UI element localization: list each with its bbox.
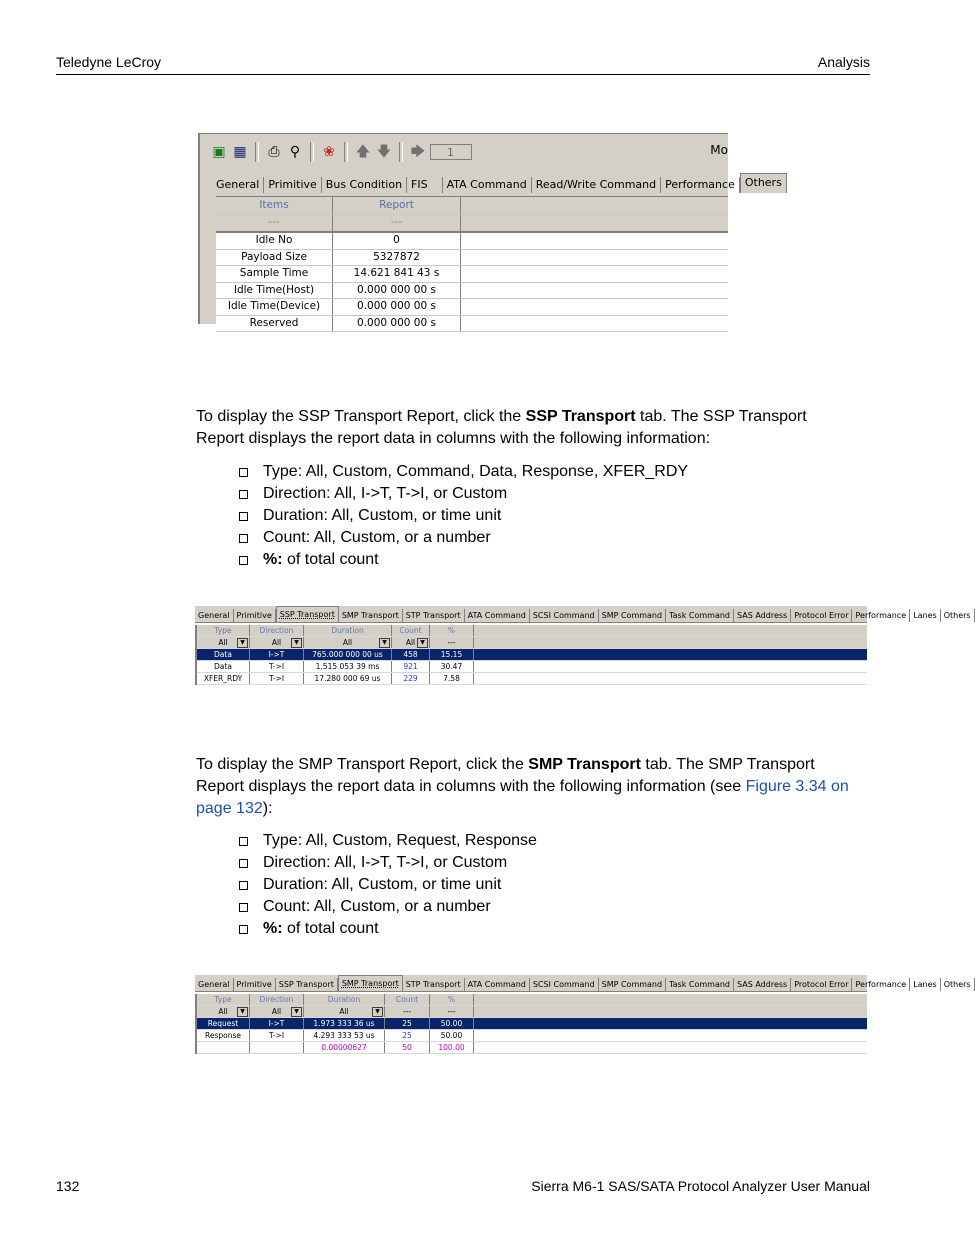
tab-smp-transport[interactable]: SMP Transport: [339, 609, 403, 622]
bullet-text: Duration: All, Custom, or time unit: [263, 876, 502, 893]
chevron-down-icon[interactable]: ▼: [237, 1007, 248, 1017]
cell-duration: 765.000 000 00 us: [304, 649, 392, 660]
column-header-percent[interactable]: %: [430, 625, 474, 636]
tab-primitive[interactable]: Primitive: [234, 609, 276, 622]
filter-value: All: [405, 638, 416, 647]
arrow-down-icon[interactable]: 🡇: [376, 144, 392, 160]
cell-direction: I->T: [250, 1018, 304, 1029]
arrow-up-icon[interactable]: 🡅: [355, 144, 371, 160]
tab-stp-transport[interactable]: STP Transport: [403, 978, 465, 991]
table-header-row: [197, 994, 867, 1006]
smp-para-text-mid: tab. The SMP Transport Report displays the report data in columns with the following information (see: [196, 756, 815, 795]
tab-performance[interactable]: Performance: [661, 177, 740, 193]
others-report-window: [198, 133, 782, 329]
ssp-para-text-end: tab. The SSP Transport Report displays the report data in columns with the following information:: [196, 408, 807, 447]
row-report: 0: [333, 233, 461, 249]
tab-performance[interactable]: Performance: [852, 609, 910, 622]
filter-value: All: [271, 1007, 282, 1016]
ssp-tab-name: SSP Transport: [525, 408, 636, 425]
toolbar-separator: [344, 142, 348, 162]
mode-label: Mo: [710, 143, 728, 157]
smp-tab-name: SMP Transport: [528, 756, 641, 773]
tab-ata-command[interactable]: ATA Command: [465, 609, 530, 622]
table-row-selected[interactable]: [197, 1018, 867, 1030]
header-right: Analysis: [817, 54, 870, 70]
tab-scsi-command[interactable]: SCSI Command: [530, 609, 599, 622]
cell-type: XFER_RDY: [197, 673, 250, 684]
row-report: 5327872: [333, 250, 461, 266]
tab-smp-command[interactable]: SMP Command: [599, 609, 666, 622]
tab-smp-command[interactable]: SMP Command: [599, 978, 666, 991]
filter-duration[interactable]: [304, 637, 392, 648]
tab-primitive[interactable]: Primitive: [234, 978, 276, 991]
bullet-text: Type: All, Custom, Command, Data, Response, XFER_RDY: [263, 463, 689, 480]
list-item: [237, 549, 688, 571]
column-header-items[interactable]: Items: [216, 197, 333, 214]
table-header-row: [197, 625, 867, 637]
table-row[interactable]: [216, 233, 728, 250]
tab-lanes[interactable]: Lanes: [910, 609, 941, 622]
table-row[interactable]: [197, 673, 867, 685]
ssp-report-table: [195, 625, 867, 685]
row-report: 0.000 000 00 s: [333, 299, 461, 315]
cell-duration: 1.973 333 36 us: [304, 1018, 385, 1029]
filter-direction[interactable]: [250, 637, 304, 648]
header-left: Teledyne LeCroy: [56, 54, 162, 70]
tab-bus-condition[interactable]: Bus Condition: [322, 177, 407, 193]
smp-bullet-list: [237, 830, 537, 940]
smp-para-text: To display the SMP Transport Report, click the: [196, 756, 529, 773]
cell-count: 50: [385, 1042, 430, 1053]
cell-count: 25: [385, 1018, 430, 1029]
cell-type: Data: [197, 649, 250, 660]
cell-percent: 30.47: [430, 661, 474, 672]
tab-primitive[interactable]: Primitive: [264, 177, 321, 193]
list-item: [237, 461, 688, 483]
table-row-total[interactable]: [197, 1042, 867, 1054]
bullet-text: Count: All, Custom, or a number: [263, 529, 491, 546]
tab-protocol-error[interactable]: Protocol Error: [791, 978, 852, 991]
tab-general[interactable]: General: [212, 177, 264, 193]
chevron-down-icon[interactable]: ▼: [417, 638, 428, 648]
cell-count: 458: [392, 649, 430, 660]
tab-sas-address[interactable]: SAS Address: [734, 609, 791, 622]
cell-type: Data: [197, 661, 250, 672]
tab-ata-command[interactable]: ATA Command: [443, 177, 532, 193]
row-item: Reserved: [216, 316, 333, 332]
color-palette-icon[interactable]: ❀: [323, 144, 335, 160]
table-row[interactable]: [216, 250, 728, 267]
chevron-down-icon[interactable]: ▼: [379, 638, 390, 648]
column-header-report[interactable]: Report: [333, 197, 461, 214]
ssp-transport-report: [195, 606, 971, 683]
filter-duration[interactable]: [304, 1006, 385, 1017]
list-item: [237, 483, 688, 505]
print-icon[interactable]: ⎙: [268, 144, 280, 160]
cell-direction: T->I: [250, 661, 304, 672]
report-tabs: [195, 975, 971, 992]
column-header-percent[interactable]: %: [430, 994, 474, 1005]
others-report-table: [216, 196, 728, 332]
tab-performance[interactable]: Performance: [852, 978, 910, 991]
filter-value: All: [339, 1007, 349, 1016]
chevron-down-icon[interactable]: ▼: [291, 1007, 302, 1017]
row-item: Idle Time(Host): [216, 283, 333, 299]
list-item: [237, 830, 537, 852]
page-number-field[interactable]: 1: [430, 144, 472, 160]
filter-direction[interactable]: [250, 1006, 304, 1017]
tab-protocol-error[interactable]: Protocol Error: [791, 609, 852, 622]
tab-smp-transport[interactable]: SMP Transport: [338, 975, 403, 991]
tab-ssp-transport[interactable]: SSP Transport: [276, 606, 339, 622]
list-item: [237, 527, 688, 549]
list-item: [237, 896, 537, 918]
table-row[interactable]: [197, 1030, 867, 1042]
row-report: 0.000 000 00 s: [333, 316, 461, 332]
column-header-duration[interactable]: Duration: [304, 625, 392, 636]
smp-report-table: [195, 994, 867, 1054]
tab-general[interactable]: General: [195, 609, 234, 622]
cell-type: [197, 1042, 250, 1053]
column-header-count[interactable]: Count: [385, 994, 430, 1005]
tab-others[interactable]: Others: [941, 609, 975, 622]
tab-ssp-transport[interactable]: SSP Transport: [276, 978, 338, 991]
filter-count: ---: [385, 1006, 430, 1017]
filter-report[interactable]: ---: [333, 215, 461, 231]
tab-task-command[interactable]: Task Command: [666, 978, 734, 991]
table-row[interactable]: [216, 316, 728, 333]
toolbar-separator: [399, 142, 403, 162]
go-to-arrow-icon[interactable]: 🡆: [410, 144, 426, 160]
cell-percent: 50.00: [430, 1018, 474, 1029]
footer-title: Sierra M6-1 SAS/SATA Protocol Analyzer User Manual: [531, 1178, 870, 1194]
ssp-paragraph: [196, 406, 836, 450]
tab-stp-transport[interactable]: STP Transport: [403, 609, 465, 622]
filter-value: All: [271, 638, 282, 647]
table-filter-row: [197, 1006, 867, 1018]
bullet-text: Duration: All, Custom, or time unit: [263, 507, 502, 524]
report-toolbar: [210, 140, 472, 164]
bullet-bold: %:: [263, 920, 283, 937]
row-item: Idle Time(Device): [216, 299, 333, 315]
filter-percent: ---: [430, 637, 474, 648]
filter-type[interactable]: [197, 637, 250, 648]
bullet-text: Type: All, Custom, Request, Response: [263, 832, 537, 849]
table-row[interactable]: [216, 283, 728, 300]
column-header-direction[interactable]: Direction: [250, 625, 304, 636]
bullet-bold: %:: [263, 551, 283, 568]
chevron-down-icon[interactable]: ▼: [291, 638, 302, 648]
cell-type: Request: [197, 1018, 250, 1029]
cell-direction: I->T: [250, 649, 304, 660]
list-item: [237, 505, 688, 527]
table-row[interactable]: [197, 661, 867, 673]
save-icon[interactable]: ▦: [233, 144, 247, 160]
cell-duration: 4.293 333 53 us: [304, 1030, 385, 1041]
column-header-type[interactable]: Type: [197, 625, 250, 636]
smp-paragraph: [196, 754, 856, 820]
tab-read-write-command[interactable]: Read/Write Command: [532, 177, 661, 193]
bullet-text: Count: All, Custom, or a number: [263, 898, 491, 915]
report-tabs: [212, 174, 787, 193]
table-header-row: [216, 197, 728, 215]
cell-duration: 17.280 000 69 us: [304, 673, 392, 684]
chevron-down-icon[interactable]: ▼: [372, 1007, 383, 1017]
cell-type: Response: [197, 1030, 250, 1041]
cell-direction: [250, 1042, 304, 1053]
table-row[interactable]: [216, 266, 728, 283]
toolbar-separator: [310, 142, 314, 162]
cell-duration: 0.00000627: [304, 1042, 385, 1053]
smp-transport-report: [195, 975, 971, 1052]
column-header-direction[interactable]: Direction: [250, 994, 304, 1005]
tab-ata-command[interactable]: ATA Command: [465, 978, 530, 991]
cell-percent: 100.00: [430, 1042, 474, 1053]
table-filter-row: [197, 637, 867, 649]
tab-scsi-command[interactable]: SCSI Command: [530, 978, 599, 991]
column-header-count[interactable]: Count: [392, 625, 430, 636]
page-number: 132: [56, 1178, 80, 1194]
list-item: [237, 874, 537, 896]
cell-percent: 50.00: [430, 1030, 474, 1041]
filter-value: All: [342, 638, 353, 647]
tab-others[interactable]: Others: [941, 978, 975, 991]
row-report: 14.621 841 43 s: [333, 266, 461, 282]
filter-items[interactable]: ---: [216, 215, 333, 231]
cell-count: 25: [385, 1030, 430, 1041]
cell-percent: 7.58: [430, 673, 474, 684]
report-tabs: [195, 606, 971, 623]
cell-count: 229: [392, 673, 430, 684]
tab-general[interactable]: General: [195, 978, 234, 991]
bullet-text: Direction: All, I->T, T->I, or Custom: [263, 854, 508, 871]
cell-duration: 1.515 053 39 ms: [304, 661, 392, 672]
row-item: Payload Size: [216, 250, 333, 266]
bullet-text: of total count: [282, 920, 379, 937]
filter-value: All: [218, 638, 228, 647]
tab-task-command[interactable]: Task Command: [666, 609, 734, 622]
print-preview-icon[interactable]: ⚲: [289, 144, 301, 160]
toolbar-separator: [255, 142, 259, 162]
bullet-text: of total count: [282, 551, 379, 568]
row-item: Sample Time: [216, 266, 333, 282]
tab-others[interactable]: Others: [740, 173, 787, 193]
tab-fis[interactable]: FIS: [407, 177, 443, 193]
table-row[interactable]: [216, 299, 728, 316]
filter-value: All: [218, 1007, 228, 1016]
header-rule: [56, 74, 870, 75]
list-item: [237, 918, 537, 940]
export-icon[interactable]: ▣: [212, 144, 226, 160]
table-filter-row: [216, 215, 728, 233]
filter-count[interactable]: [392, 637, 430, 648]
list-item: [237, 852, 537, 874]
cell-percent: 15.15: [430, 649, 474, 660]
tab-lanes[interactable]: Lanes: [910, 978, 941, 991]
cell-count: 921: [392, 661, 430, 672]
smp-para-text-end: ):: [262, 800, 273, 817]
row-item: Idle No: [216, 233, 333, 249]
column-header-duration[interactable]: Duration: [304, 994, 385, 1005]
cell-direction: T->I: [250, 1030, 304, 1041]
column-header-type[interactable]: Type: [197, 994, 250, 1005]
chevron-down-icon[interactable]: ▼: [237, 638, 248, 648]
ssp-bullet-list: [237, 461, 688, 571]
figure-reference-link[interactable]: Figure 3.34 on page 132: [196, 778, 849, 817]
table-row-selected[interactable]: [197, 649, 867, 661]
cell-direction: T->I: [250, 673, 304, 684]
filter-percent: ---: [430, 1006, 474, 1017]
filter-type[interactable]: [197, 1006, 250, 1017]
row-report: 0.000 000 00 s: [333, 283, 461, 299]
ssp-para-text: To display the SSP Transport Report, click the: [196, 408, 526, 425]
bullet-text: Direction: All, I->T, T->I, or Custom: [263, 485, 508, 502]
tab-sas-address[interactable]: SAS Address: [734, 978, 791, 991]
